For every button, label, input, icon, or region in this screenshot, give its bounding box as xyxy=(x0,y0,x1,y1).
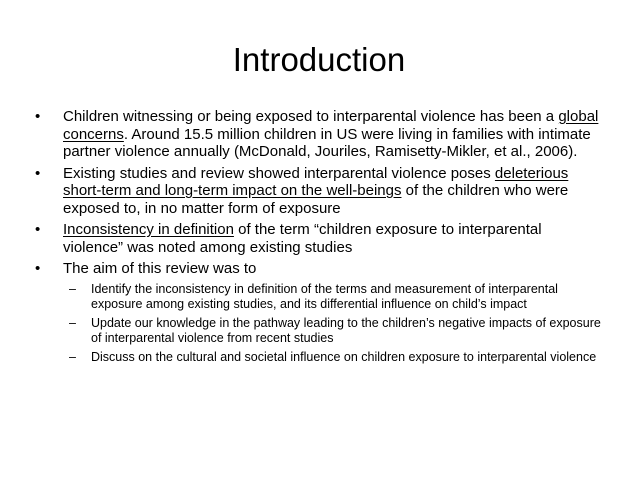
sub-item-2 xyxy=(35,316,605,346)
bullet-mark: • xyxy=(35,221,41,238)
bullet-item-1 xyxy=(35,108,605,161)
sub-item-1-text: Identify the inconsistency in definition of the terms and measurement of interparental exposure among existing studies, and its differential influence on child’s impact xyxy=(91,281,558,311)
bullet-item-3 xyxy=(35,221,605,256)
bullet-mark: • xyxy=(35,108,41,125)
dash-mark: – xyxy=(69,349,76,364)
bullet-item-2 xyxy=(35,165,605,218)
bullet-1-underlined-text: global concerns xyxy=(63,108,599,143)
bullet-2-text-post: of the children who were exposed to, in no matter form of exposure xyxy=(63,182,569,217)
dash-mark: – xyxy=(69,281,76,296)
bullet-1-text-pre: Children witnessing or being exposed to interparental violence has been a xyxy=(63,108,559,125)
bullet-4-text: The aim of this review was to xyxy=(63,260,257,277)
aim-sub-list xyxy=(35,282,605,365)
bullet-1-text-post: . Around 15.5 million children in US were living in families with intimate partner violence annually (McDonald, Jouriles, Ramisetty-Mikler, et al., 2006). xyxy=(63,125,591,160)
sub-item-1 xyxy=(35,282,605,312)
bullet-2-text-pre: Existing studies and review showed interparental violence poses xyxy=(63,164,495,182)
sub-item-2-text: Update our knowledge in the pathway leading to the children’s negative impacts of exposure of interparental violence from recent studies xyxy=(91,315,601,345)
bullet-item-4 xyxy=(35,260,605,278)
bullet-2-underlined-text: deleterious short-term and long-term impact on the well-beings xyxy=(63,164,569,199)
slide-body xyxy=(35,108,605,369)
bullet-mark: • xyxy=(35,260,41,277)
sub-item-3-text: Discuss on the cultural and societal influence on children exposure to interparental violence xyxy=(91,349,597,364)
dash-mark: – xyxy=(69,315,76,330)
sub-item-3 xyxy=(35,350,605,365)
bullet-mark: • xyxy=(35,164,41,182)
slide-title: Introduction xyxy=(232,41,406,78)
bullet-3-text-post: of the term “children exposure to interparental violence” was noted among existing studies xyxy=(63,221,542,256)
bullet-3-underlined-text: Inconsistency in definition xyxy=(63,221,234,238)
